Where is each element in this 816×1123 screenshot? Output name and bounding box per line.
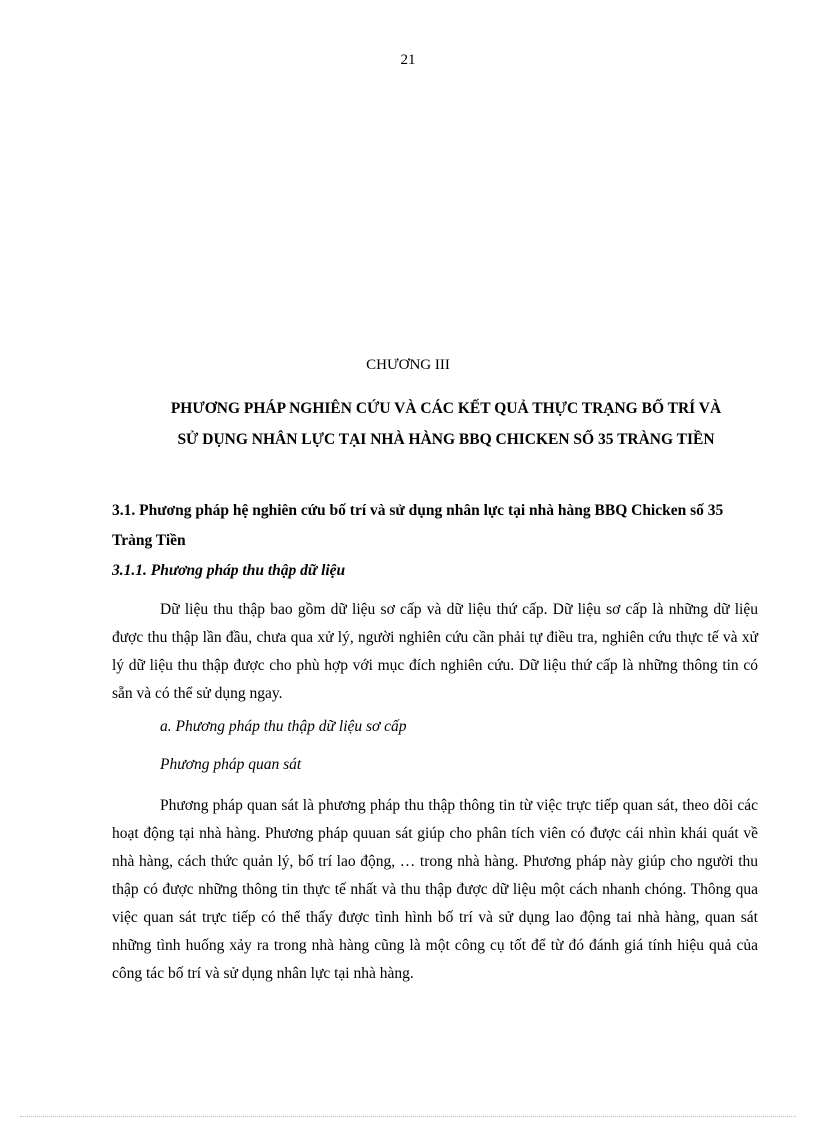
footer-divider — [20, 1116, 796, 1117]
chapter-subtitle-line-1: PHƯƠNG PHÁP NGHIÊN CỨU VÀ CÁC KẾT QUẢ THỰC TRẠNG BỐ TRÍ VÀ — [170, 400, 722, 417]
section-heading: 3.1. Phương pháp hệ nghiên cứu bố trí và sử dụng nhân lực tại nhà hàng BBQ Chicken số 35 Tràng Tiền — [112, 502, 724, 549]
method-title: Phương pháp quan sát — [160, 756, 302, 773]
paragraph-observation-method: Phương pháp quan sát là phương pháp thu thập thông tin từ việc trực tiếp quan sát, theo dõi các hoạt động tại nhà hàng. Phương pháp quuan sát giúp cho phân tích viên có được cái nhìn khái quát về nhà hàng, cách thức quản lý, bố trí lao động, … trong nhà hàng. Phương pháp này giúp cho người thu thập có được những thông tin thực tế nhất và thu thập được dữ liệu một cách nhanh chóng. Thông qua việc quan sát trực tiếp có thể thấy được tình hình bố trí và sử dụng lao động tai nhà hàng, quan sát những tình huống xảy ra trong nhà hàng cũng là một công cụ tốt để từ đó đánh giá tính hiệu quả của công tác bố trí và sử dụng nhân lực tại nhà hàng. — [112, 797, 758, 982]
page-number: 21 — [400, 52, 416, 68]
chapter-title: CHƯƠNG III — [366, 357, 450, 373]
chapter-subtitle — [96, 393, 796, 455]
paragraph-data-types: Dữ liệu thu thập bao gồm dữ liệu sơ cấp và dữ liệu thứ cấp. Dữ liệu sơ cấp là những dữ liệu được thu thập lần đầu, chưa qua xử lý, người nghiên cứu cần phải tự điều tra, nghiên cứu thực tế và xử lý dữ liệu thu thập được cho phù hợp với mục đích nghiên cứu. Dữ liệu thứ cấp là những thông tin có sẵn và có thể sử dụng ngay. — [112, 601, 758, 702]
subheading-primary-data: a. Phương pháp thu thập dữ liệu sơ cấp — [160, 718, 407, 735]
subsection-heading: 3.1.1. Phương pháp thu thập dữ liệu — [112, 562, 346, 579]
chapter-subtitle-line-2: SỬ DỤNG NHÂN LỰC TẠI NHÀ HÀNG BBQ CHICKEN SỐ 35 TRÀNG TIỀN — [177, 431, 715, 448]
